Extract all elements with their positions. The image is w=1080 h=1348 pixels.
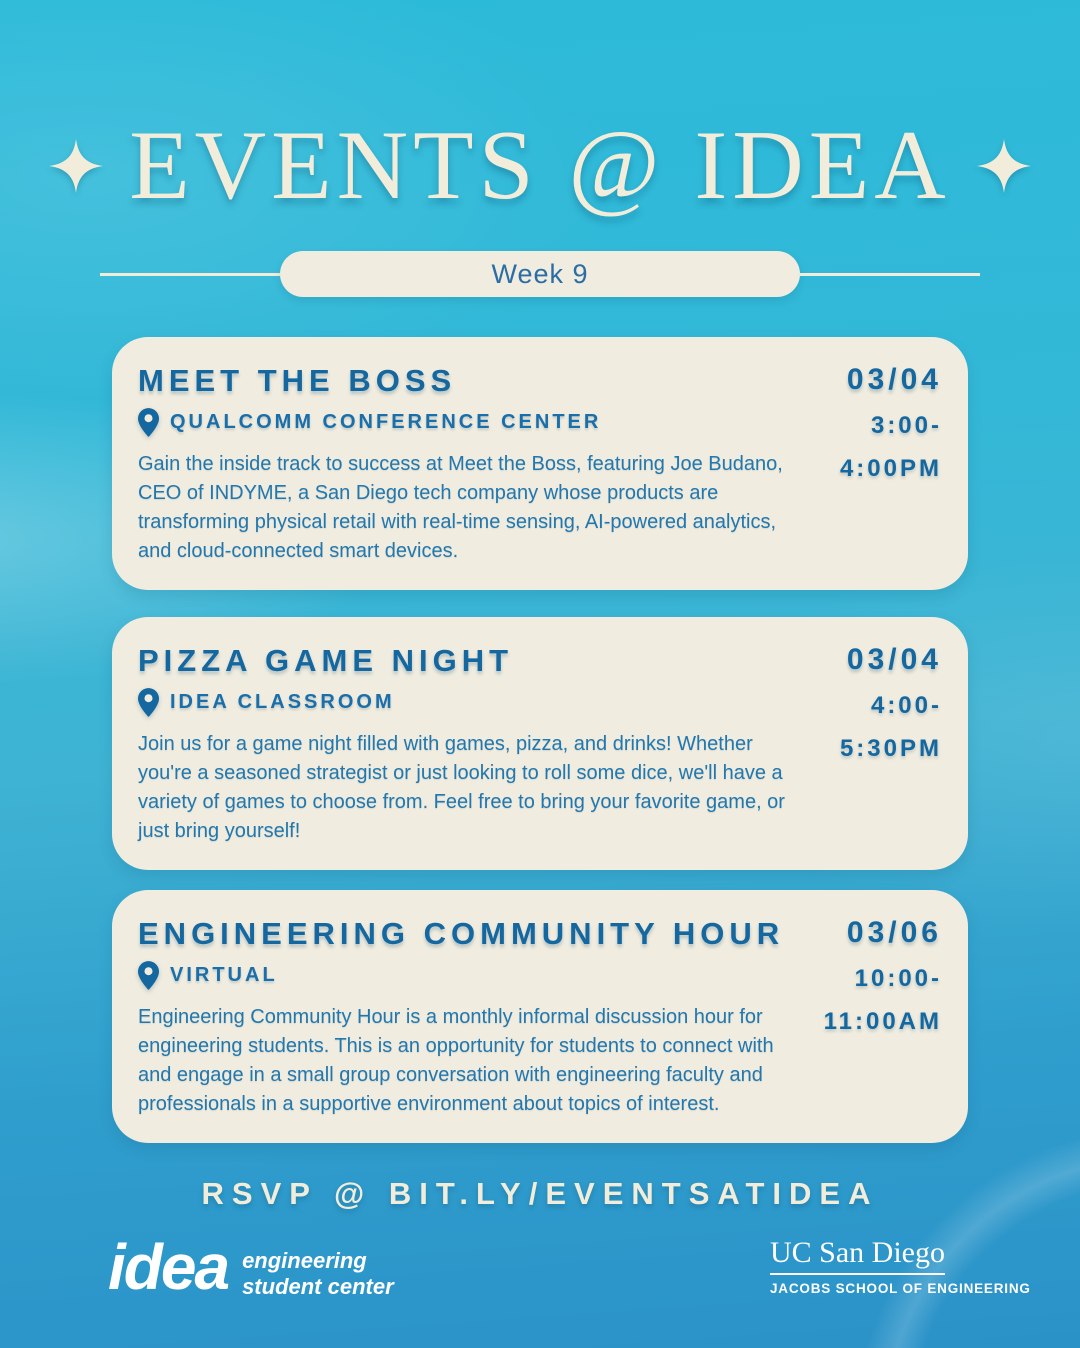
- location-pin-icon: [138, 688, 159, 717]
- idea-logo-word: idea: [108, 1231, 229, 1304]
- event-card-main: [138, 916, 794, 1119]
- event-description: Engineering Community Hour is a monthly informal discussion hour for engineering students. This is an opportunity for students to connect with and engage in a small group conversation with engineering faculty and professionals in a supportive environment about topics of interest.: [138, 1006, 774, 1115]
- event-card: [112, 337, 968, 590]
- event-location-label: IDEA CLASSROOM: [170, 691, 395, 713]
- event-time-end: 4:00PM: [839, 455, 942, 482]
- event-time-start: 3:00-: [870, 412, 942, 439]
- event-location-label: QUALCOMM CONFERENCE CENTER: [170, 411, 602, 433]
- event-card-main: [138, 643, 794, 846]
- sparkle-icon: [977, 139, 1031, 193]
- event-card-schedule: [794, 363, 942, 566]
- ucsd-wordmark: UC San Diego: [770, 1238, 945, 1275]
- week-label: Week 9: [491, 258, 589, 289]
- event-title: PIZZA GAME NIGHT: [138, 643, 514, 678]
- ucsd-school-label: JACOBS SCHOOL OF ENGINEERING: [770, 1281, 1031, 1296]
- event-date: 03/06: [846, 916, 942, 949]
- event-description: Join us for a game night filled with games, pizza, and drinks! Whether you're a seasoned strategist or just looking to roll some dice, we'll have a variety of games to choose from. Feel free to bring your favorite game, or just bring yourself!: [138, 733, 785, 842]
- event-title: MEET THE BOSS: [138, 363, 457, 398]
- event-card: [112, 890, 968, 1143]
- week-banner: [0, 251, 1080, 297]
- event-location: [138, 688, 794, 717]
- event-time-start: 10:00-: [854, 965, 942, 992]
- event-card-schedule: [794, 916, 942, 1119]
- event-date: 03/04: [846, 363, 942, 396]
- header: [0, 112, 1080, 221]
- divider-line: [800, 273, 980, 276]
- event-title: ENGINEERING COMMUNITY HOUR: [138, 916, 785, 951]
- rsvp-link[interactable]: RSVP @ BIT.LY/EVENTSATIDEA: [201, 1176, 879, 1211]
- ucsd-logo: [770, 1238, 1031, 1296]
- location-pin-icon: [138, 408, 159, 437]
- event-card-main: [138, 363, 794, 566]
- divider-line: [100, 273, 280, 276]
- location-pin-icon: [138, 961, 159, 990]
- event-location: [138, 408, 794, 437]
- event-location-label: VIRTUAL: [170, 964, 278, 986]
- event-description: Gain the inside track to success at Meet the Boss, featuring Joe Budano, CEO of INDYME, a San Diego tech company whose products are transforming physical retail with real-time sensing, AI-powered analytics, and cloud-connected smart devices.: [138, 453, 783, 562]
- event-date: 03/04: [846, 643, 942, 676]
- event-time-end: 11:00AM: [823, 1008, 942, 1035]
- event-time-end: 5:30PM: [839, 735, 942, 762]
- idea-logo-tagline: engineering student center: [242, 1248, 394, 1300]
- event-card-schedule: [794, 643, 942, 846]
- event-location: [138, 961, 794, 990]
- week-pill: [280, 251, 800, 297]
- event-card: [112, 617, 968, 870]
- event-time-start: 4:00-: [870, 692, 942, 719]
- sparkle-icon: [49, 139, 103, 193]
- idea-logo: [108, 1231, 394, 1304]
- poster-title: EVENTS @ IDEA: [129, 111, 951, 220]
